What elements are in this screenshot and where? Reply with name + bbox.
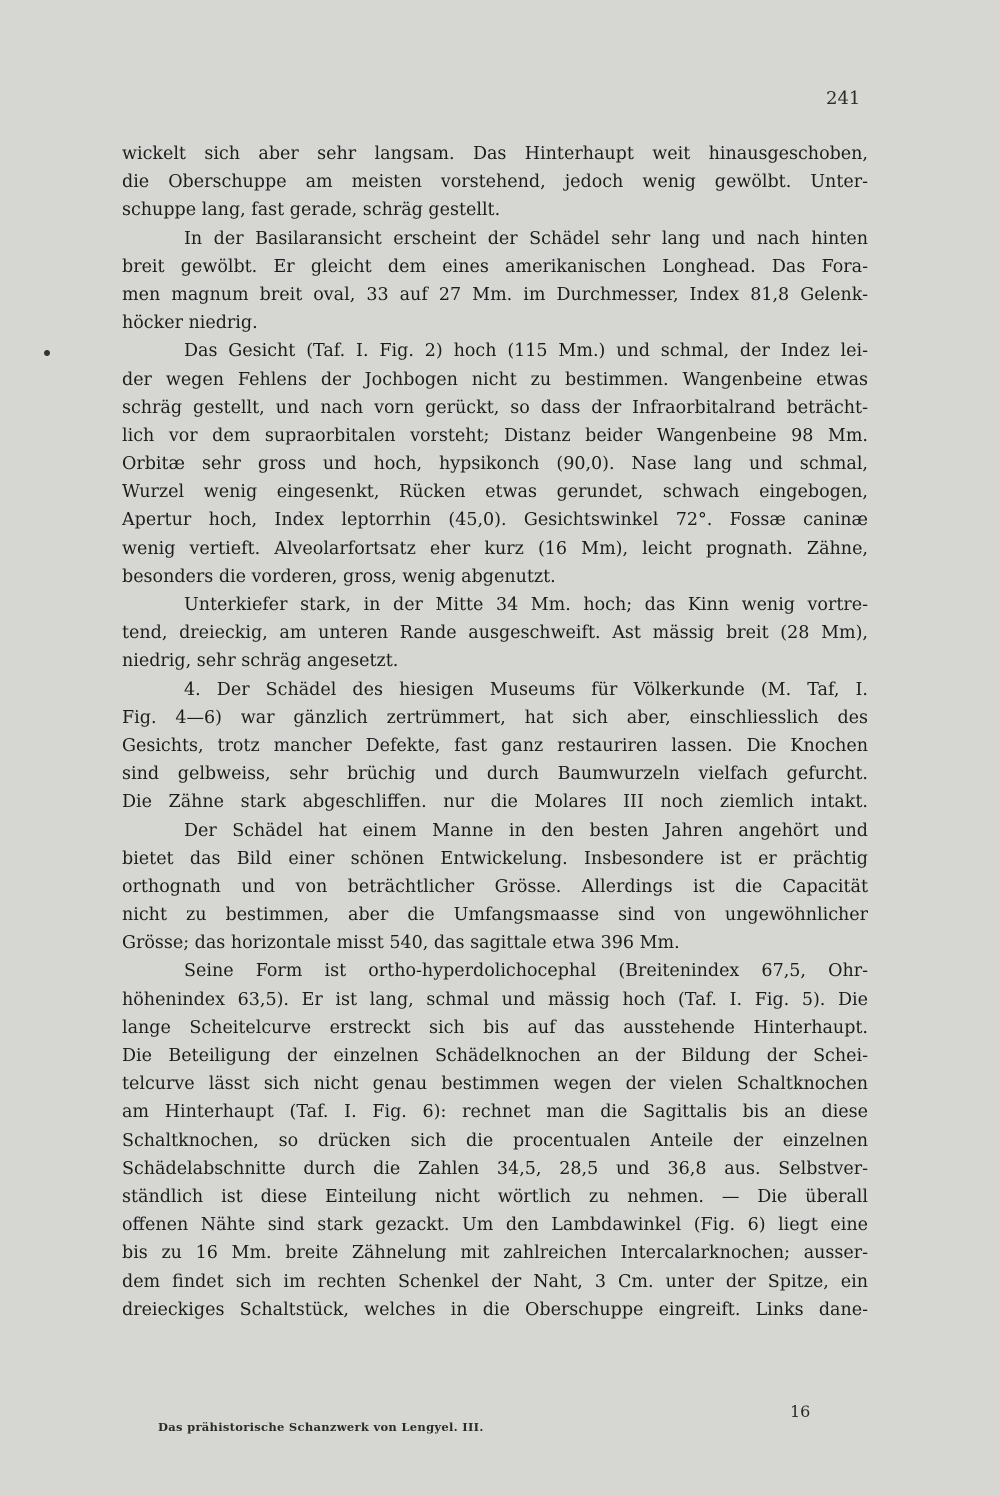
text-line: tend, dreieckig, am unteren Rande ausgeschweift. Ast mässig breit (28 Mm),: [122, 623, 868, 644]
text-line: höhenindex 63,5). Er ist lang, schmal und mässig hoch (Taf. I. Fig. 5). Die: [122, 989, 868, 1010]
text-line: Die Beteiligung der einzelnen Schädelknochen an der Bildung der Schei-: [122, 1046, 868, 1066]
text-line: nicht zu bestimmen, aber die Umfangsmaasse sind von ungewöhnlicher: [122, 905, 868, 926]
text-line: breit gewölbt. Er gleicht dem eines amerikanischen Longhead. Das Fora-: [122, 256, 868, 277]
text-line: Schädelabschnitte durch die Zahlen 34,5, 28,5 und 36,8 aus. Selbstver-: [122, 1158, 868, 1179]
text-line: In der Basilaransicht erscheint der Schädel sehr lang und nach hinten: [184, 228, 868, 249]
text-line: Unterkiefer stark, in der Mitte 34 Mm. hoch; das Kinn wenig vortre-: [184, 595, 868, 615]
text-line: sind gelbweiss, sehr brüchig und durch Baumwurzeln vielfach gefurcht.: [122, 764, 868, 785]
text-line: niedrig, sehr schräg angesetzt.: [122, 651, 399, 672]
text-line: Die Zähne stark abgeschliffen. nur die Molares III noch ziemlich intakt.: [122, 792, 868, 813]
text-line: lich vor dem supraorbitalen vorsteht; Distanz beider Wangenbeine 98 Mm.: [122, 425, 868, 446]
text-line: die Oberschuppe am meisten vorstehend, jedoch wenig gewölbt. Unter-: [122, 172, 868, 193]
text-line: dreieckiges Schaltstück, welches in die Oberschuppe eingreift. Links dane-: [122, 1299, 868, 1320]
page-number: 241: [826, 88, 861, 109]
text-line: Seine Form ist ortho-hyperdolichocephal (Breitenindex 67,5, Ohr-: [184, 961, 868, 982]
printer-signature-mark: 16: [790, 1402, 811, 1421]
text-line: Fig. 4—6) war gänzlich zertrümmert, hat sich aber, einschliesslich des: [122, 707, 868, 728]
ink-mark: [43, 349, 51, 357]
text-line: Der Schädel hat einem Manne in den besten Jahren angehört und: [184, 820, 868, 841]
text-line: ständlich ist diese Einteilung nicht wörtlich zu nehmen. — Die überall: [122, 1186, 868, 1207]
text-line: Gesichts, trotz mancher Defekte, fast ganz restauriren lassen. Die Knochen: [122, 735, 868, 756]
text-line: bis zu 16 Mm. breite Zähnelung mit zahlreichen Intercalarknochen; ausser-: [122, 1243, 868, 1264]
text-line: Schaltknochen, so drücken sich die procentualen Anteile der einzelnen: [122, 1130, 868, 1151]
text-line: dem findet sich im rechten Schenkel der Naht, 3 Cm. unter der Spitze, ein: [122, 1271, 868, 1292]
text-line: der wegen Fehlens der Jochbogen nicht zu bestimmen. Wangenbeine etwas: [122, 369, 868, 390]
text-line: wickelt sich aber sehr langsam. Das Hinterhaupt weit hinausgeschoben,: [122, 144, 868, 164]
text-line: besonders die vorderen, gross, wenig abgenutzt.: [122, 566, 556, 587]
text-line: schräg gestellt, und nach vorn gerückt, so dass der Infraorbitalrand beträcht-: [122, 397, 868, 418]
text-line: bietet das Bild einer schönen Entwickelung. Insbesondere ist er prächtig: [122, 848, 868, 869]
text-line: Apertur hoch, Index leptorrhin (45,0). Gesichtswinkel 72°. Fossæ caninæ: [122, 510, 868, 531]
text-line: men magnum breit oval, 33 auf 27 Mm. im Durchmesser, Index 81,8 Gelenk-: [122, 284, 868, 305]
text-line: höcker niedrig.: [122, 313, 258, 334]
text-line: offenen Nähte sind stark gezackt. Um den Lambdawinkel (Fig. 6) liegt eine: [122, 1215, 868, 1236]
text-line: Das Gesicht (Taf. I. Fig. 2) hoch (115 Mm.) und schmal, der Indez lei-: [184, 341, 868, 362]
body-text: [122, 140, 868, 1324]
text-line: orthognath und von beträchtlicher Grösse. Allerdings ist die Capacität: [122, 876, 868, 897]
text-line: wenig vertieft. Alveolarfortsatz eher kurz (16 Mm), leicht prognath. Zähne,: [122, 538, 868, 559]
text-line: 4. Der Schädel des hiesigen Museums für Völkerkunde (M. Taf, I.: [184, 679, 868, 700]
text-line: schuppe lang, fast gerade, schräg gestellt.: [122, 200, 501, 221]
text-line: Orbitæ sehr gross und hoch, hypsikonch (90,0). Nase lang und schmal,: [122, 454, 868, 475]
text-line: lange Scheitelcurve erstreckt sich bis auf das ausstehende Hinterhaupt.: [122, 1017, 868, 1038]
text-line: Grösse; das horizontale misst 540, das sagittale etwa 396 Mm.: [122, 933, 680, 954]
running-footer-title: Das prähistorische Schanzwerk von Lengyel. III.: [158, 1420, 484, 1434]
text-line: telcurve lässt sich nicht genau bestimmen wegen der vielen Schaltknochen: [122, 1074, 868, 1095]
text-line: am Hinterhaupt (Taf. I. Fig. 6): rechnet man die Sagittalis bis an diese: [122, 1102, 868, 1123]
text-line: Wurzel wenig eingesenkt, Rücken etwas gerundet, schwach eingebogen,: [122, 482, 868, 503]
